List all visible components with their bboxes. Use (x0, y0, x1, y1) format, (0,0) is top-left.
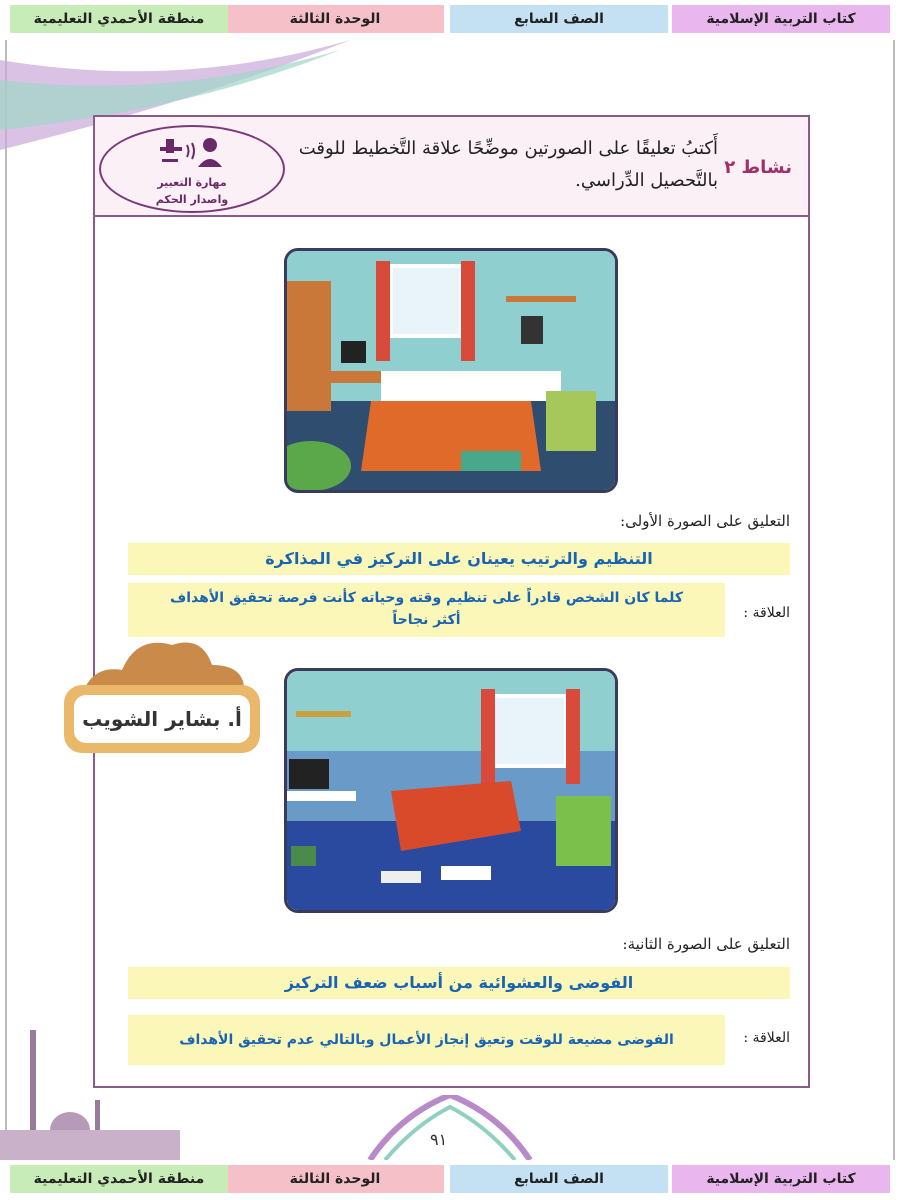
first-comment-answer: التنظيم والترتيب يعينان على التركيز في المذاكرة (128, 543, 790, 575)
tab-unit: الوحدة الثالثة (226, 1165, 444, 1193)
activity-instruction: أَكتبُ تعليقًا على الصورتين موضِّحًا علاقة التَّخطيط للوقت بالتَّحصيل الدِّراسي. (298, 138, 718, 191)
skill-line-2: واصدار الحكم (155, 193, 229, 206)
second-relation-label: العلاقة : (743, 1030, 790, 1046)
gavel-speaker-icon (152, 133, 232, 173)
tab-book: كتاب التربية الإسلامية (672, 5, 890, 33)
teacher-name: أ. بشاير الشويب (82, 707, 242, 731)
decorative-arch (360, 1095, 540, 1160)
divider (893, 40, 895, 1160)
page-number: ٩١ (430, 1130, 448, 1149)
teacher-name-badge (62, 635, 262, 755)
tab-grade: الصف السابع (450, 5, 668, 33)
messy-room-image (284, 668, 618, 913)
activity-number: نشاط ٢ (724, 157, 792, 178)
mosque-silhouette (0, 1020, 180, 1160)
skill-badge (99, 125, 285, 213)
tidy-room-image (284, 248, 618, 493)
tab-grade: الصف السابع (450, 1165, 668, 1193)
second-relation-answer: الفوضى مضيعة للوقت وتعيق إنجاز الأعمال وبالتالي عدم تحقيق الأهداف (128, 1015, 725, 1065)
first-relation-label: العلاقة : (743, 605, 790, 621)
top-header-bar (0, 5, 900, 33)
activity-header (95, 117, 808, 217)
bottom-footer-bar (0, 1165, 900, 1193)
divider (5, 40, 7, 1160)
tab-district: منطقة الأحمدي التعليمية (10, 5, 228, 33)
tab-district: منطقة الأحمدي التعليمية (10, 1165, 228, 1193)
first-comment-label: التعليق على الصورة الأولى: (620, 512, 790, 530)
second-comment-answer: الفوضى والعشوائية من أسباب ضعف التركيز (128, 967, 790, 999)
first-relation-answer: كلما كان الشخص قادراً على تنظيم وقته وحياته كأنت فرصة تحقيق الأهداف أكثر نجاحاً (128, 583, 725, 637)
second-comment-label: التعليق على الصورة الثانية: (622, 935, 790, 953)
skill-line-1: مهارة التعبير (157, 176, 227, 189)
tab-book: كتاب التربية الإسلامية (672, 1165, 890, 1193)
tab-unit: الوحدة الثالثة (226, 5, 444, 33)
